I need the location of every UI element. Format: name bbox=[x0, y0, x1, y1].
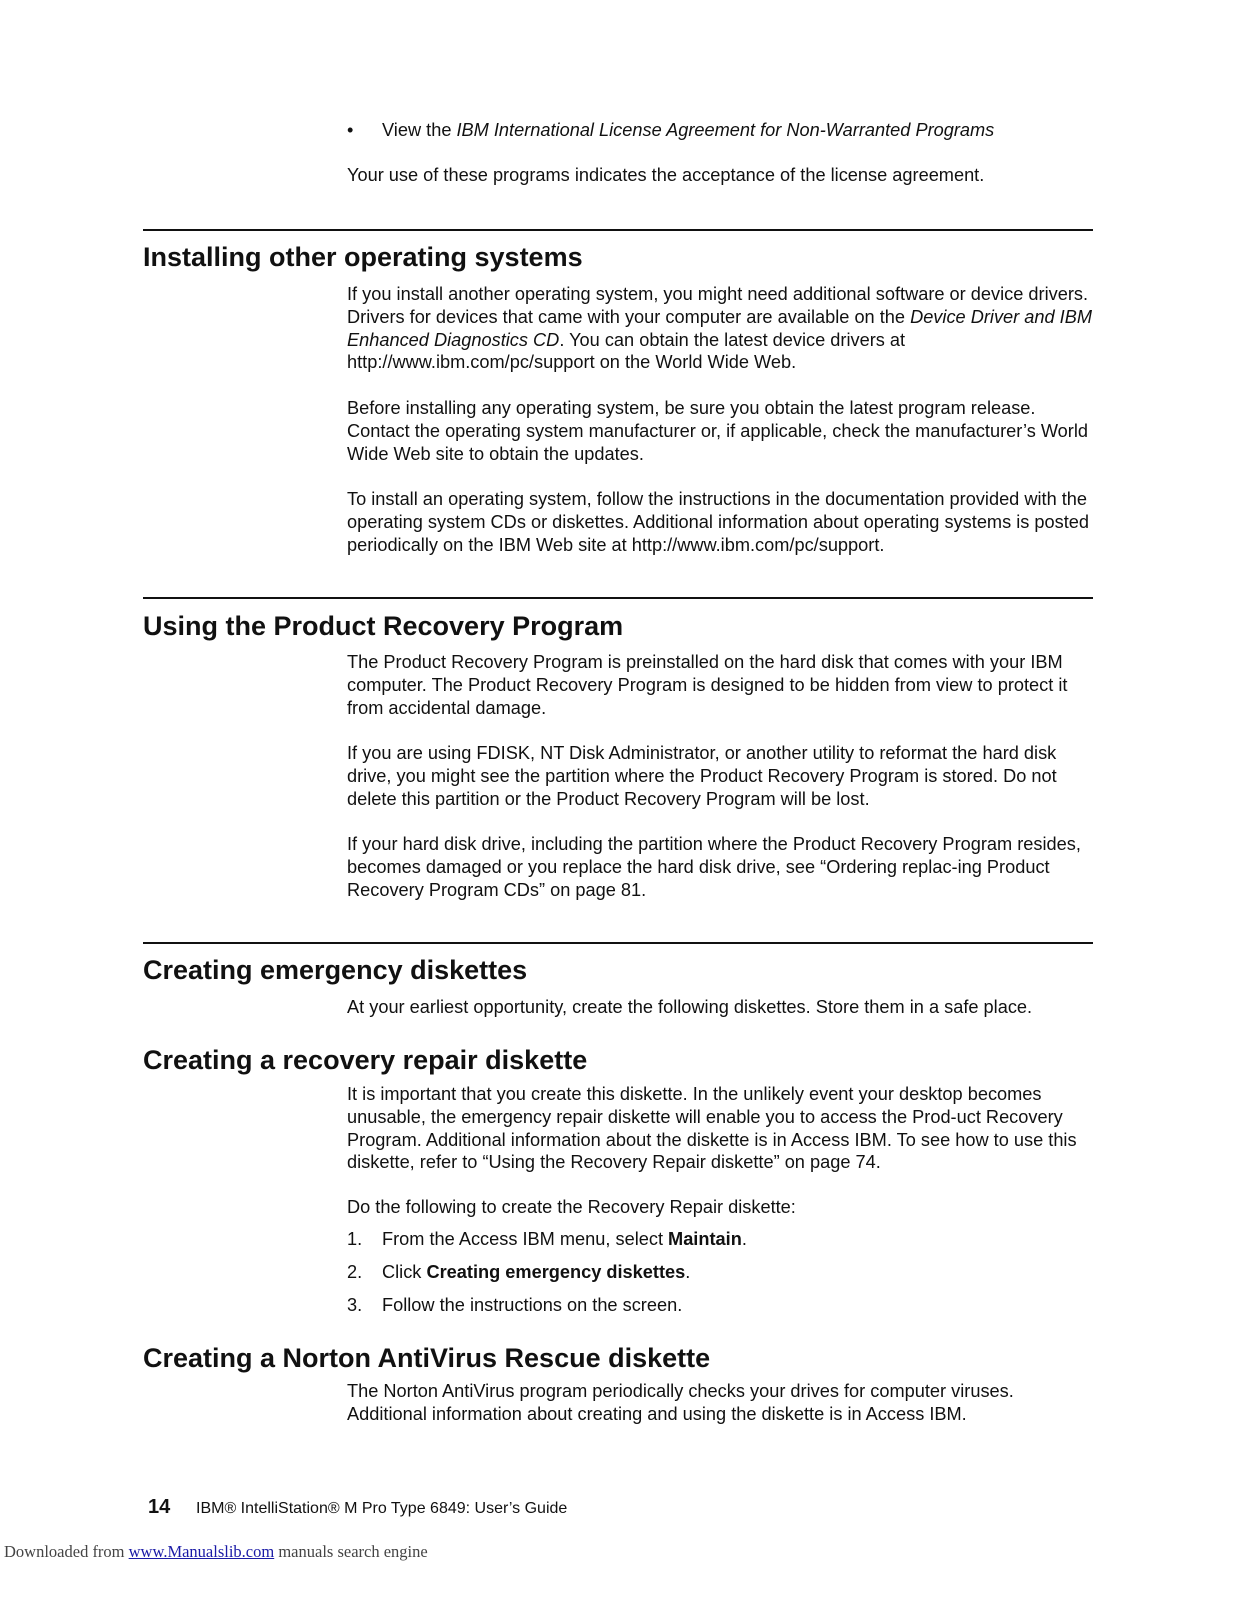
installing-paragraph-2: Before installing any operating system, be sure you obtain the latest program release. Contact the operating system manufacturer or, if applicable, check the manufacturer’s World Wide Web site to obtain the updates. bbox=[347, 398, 1089, 464]
step-1-text: From the Access IBM menu, select Maintain. bbox=[382, 1229, 747, 1249]
installing-paragraph-3: To install an operating system, follow the instructions in the documentation provided with the operating system CDs or diskettes. Additional information about operating systems is posted periodically on the IBM Web site at http://www.ibm.com/pc/support. bbox=[347, 489, 1090, 555]
page-number: 14 bbox=[148, 1496, 171, 1518]
recovery-paragraph-2: If you are using FDISK, NT Disk Administrator, or another utility to reformat the hard disk drive, you might see the partition where the Product Recovery Program is stored. Do not delete this partition or the Product Recovery Program will be lost. bbox=[347, 743, 1057, 809]
step-3-text: Follow the instructions on the screen. bbox=[382, 1295, 683, 1315]
norton-paragraph: The Norton AntiVirus program periodically checks your drives for computer viruses. Additional information about creating and using the diskette is in Access IBM. bbox=[347, 1381, 1014, 1424]
section-rule bbox=[143, 597, 1093, 599]
section-rule bbox=[143, 942, 1093, 944]
bullet-marker: • bbox=[347, 120, 354, 140]
bullet-text-license bbox=[382, 119, 994, 142]
repair-paragraph-1: It is important that you create this diskette. In the unlikely event your desktop becomes unusable, the emergency repair diskette will enable you to access the Prod-uct Recovery Program. Additional information about the diskette is in Access IBM. To see how to use this diskette, refer to “Using the Recovery Repair diskette” on page 74. bbox=[347, 1084, 1077, 1173]
heading-recovery-repair: Creating a recovery repair diskette bbox=[143, 1045, 588, 1075]
recovery-paragraph-1: The Product Recovery Program is preinstalled on the hard disk that comes with your IBM computer. The Product Recovery Program is designed to be hidden from view to protect it from accidental damage. bbox=[347, 652, 1068, 718]
heading-product-recovery: Using the Product Recovery Program bbox=[143, 611, 624, 641]
section-rule bbox=[143, 229, 1093, 231]
license-agreement-title: IBM International License Agreement for Non-Warranted Programs bbox=[456, 120, 995, 140]
device-driver-cd-title: Device Driver and IBM Enhanced Diagnostics CD bbox=[347, 306, 1092, 350]
footer-title: IBM® IntelliStation® M Pro Type 6849: User’s Guide bbox=[196, 1500, 568, 1517]
installing-paragraph-1: If you install another operating system, you might need additional software or device drivers. Drivers for devices that came with your computer are available on the Device Driver and IBM Enhanced Diagnostics CD. You can obtain the latest device drivers at http://www.ibm.com/pc/support on the World Wide Web. bbox=[347, 284, 1092, 373]
repair-paragraph-2: Do the following to create the Recovery Repair diskette: bbox=[347, 1197, 796, 1217]
step-2-text: Click Creating emergency diskettes. bbox=[382, 1262, 691, 1282]
heading-norton-rescue: Creating a Norton AntiVirus Rescue diskette bbox=[143, 1343, 711, 1373]
step-number: 2. bbox=[347, 1262, 363, 1282]
menu-item-maintain: Maintain bbox=[668, 1229, 742, 1249]
step-number: 3. bbox=[347, 1295, 363, 1315]
menu-item-creating-emergency-diskettes: Creating emergency diskettes bbox=[426, 1262, 686, 1282]
emergency-paragraph: At your earliest opportunity, create the following diskettes. Store them in a safe place. bbox=[347, 997, 1033, 1017]
acceptance-paragraph: Your use of these programs indicates the acceptance of the license agreement. bbox=[347, 165, 985, 185]
heading-installing-os: Installing other operating systems bbox=[143, 242, 583, 272]
download-note: Downloaded from www.Manualslib.com manuals search engine bbox=[4, 1542, 428, 1561]
step-number: 1. bbox=[347, 1229, 363, 1249]
recovery-paragraph-3: If your hard disk drive, including the partition where the Product Recovery Program resides, becomes damaged or you replace the hard disk drive, see “Ordering replac-ing Product Recovery Program CDs” on page 81. bbox=[347, 834, 1081, 900]
heading-emergency-diskettes: Creating emergency diskettes bbox=[143, 955, 528, 985]
manualslib-link[interactable]: www.Manualslib.com bbox=[128, 1542, 275, 1561]
bullet-prefix: View the bbox=[382, 120, 457, 140]
